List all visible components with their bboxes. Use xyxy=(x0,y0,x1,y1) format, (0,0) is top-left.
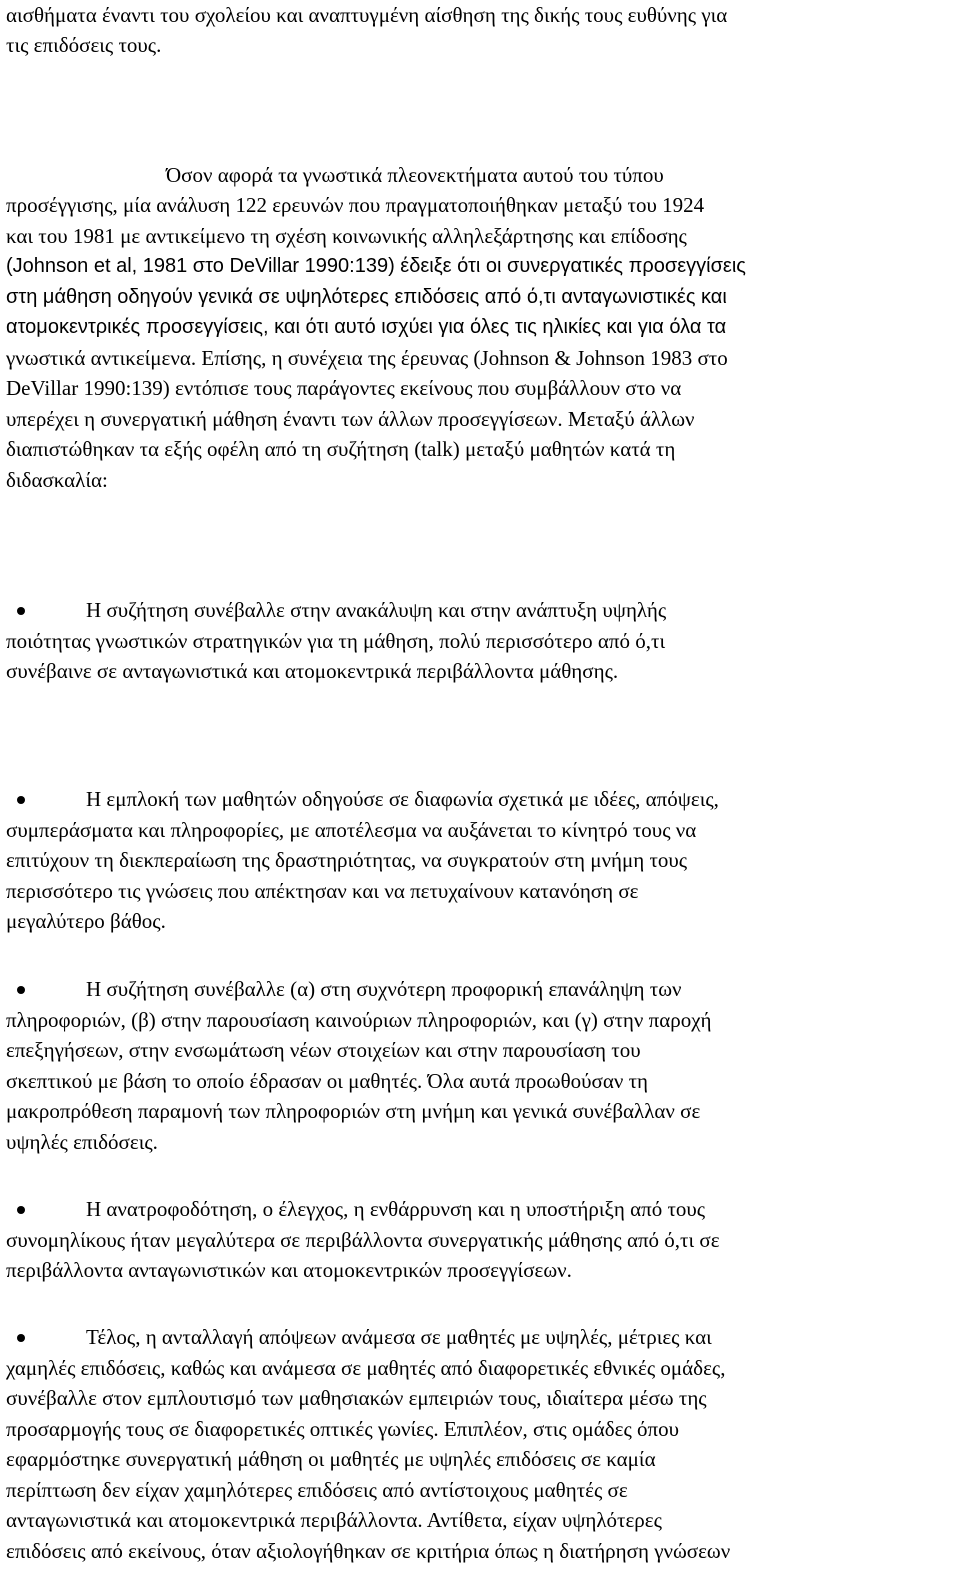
bullet-first-line: Η ανατροφοδότηση, ο έλεγχος, η ενθάρρυνση και η υποστήριξη από τους xyxy=(86,1197,706,1221)
text-line: μεγαλύτερο βάθος. xyxy=(6,909,166,933)
bullet-icon xyxy=(17,1206,25,1214)
text-line: περισσότερο τις γνώσεις που απέκτησαν και να πετυχαίνουν κατανόηση σε xyxy=(6,879,639,903)
text-line: μακροπρόθεση παραμονή των πληροφοριών στη μνήμη και γενικά συνέβαλλαν σε xyxy=(6,1099,701,1123)
text-line: αισθήματα έναντι του σχολείου και αναπτυγμένη αίσθηση της δικής τους ευθύνης για xyxy=(6,3,728,27)
text-line: συνέβαλλε στον εμπλουτισμό των μαθησιακών εμπειριών τους, ιδιαίτερα μέσω της xyxy=(6,1386,707,1410)
text-line: DeVillar 1990:139) εντόπισε τους παράγοντες εκείνους που συμβάλλουν στο να xyxy=(6,376,682,400)
text-line: χαμηλές επιδόσεις, καθώς και ανάμεσα σε μαθητές από διαφορετικές εθνικές ομάδες, xyxy=(6,1356,726,1380)
text-line: προσαρμογής τους σε διαφορετικές οπτικές γωνίες. Επιπλέον, στις ομάδες όπου xyxy=(6,1417,680,1441)
bullet-icon xyxy=(17,986,25,994)
text-line: γνωστικά αντικείμενα. Επίσης, η συνέχεια της έρευνας (Johnson & Johnson 1983 στο xyxy=(6,346,728,370)
bullet-icon xyxy=(17,796,25,804)
text-line: επιδόσεις από εκείνους, όταν αξιολογήθηκαν σε κριτήρια όπως η διατήρηση γνώσεων xyxy=(6,1539,731,1563)
text-line: (Johnson et al, 1981 στο DeVillar 1990:139) έδειξε ότι οι συνεργατικές προσεγγίσεις xyxy=(6,255,746,277)
text-line: τις επιδόσεις τους. xyxy=(6,33,162,57)
text-line: συμπεράσματα και πληροφορίες, με αποτέλεσμα να αυξάνεται το κίνητρό τους να xyxy=(6,818,697,842)
text-line: ποιότητας γνωστικών στρατηγικών για τη μάθηση, πολύ περισσότερο από ό,τι xyxy=(6,629,666,653)
text-line: εφαρμόστηκε συνεργατική μάθηση οι μαθητές με υψηλές επιδόσεις σε καμία xyxy=(6,1447,656,1471)
bullet-first-line: Η εμπλοκή των μαθητών οδηγούσε σε διαφωνία σχετικά με ιδέες, απόψεις, xyxy=(86,787,719,811)
bullet-icon xyxy=(17,607,25,615)
text-line: υπερέχει η συνεργατική μάθηση έναντι των άλλων προσεγγίσεων. Μεταξύ άλλων xyxy=(6,407,695,431)
text-line: περίπτωση δεν είχαν χαμηλότερες επιδόσεις από αντίστοιχους μαθητές σε xyxy=(6,1478,628,1502)
text-line: διδασκαλία: xyxy=(6,468,108,492)
bullet-first-line: Τέλος, η ανταλλαγή απόψεων ανάμεσα σε μαθητές με υψηλές, μέτριες και xyxy=(86,1325,712,1349)
bullet-icon xyxy=(17,1334,25,1342)
text-line: ατομοκεντρικές προσεγγίσεις, και ότι αυτό ισχύει για όλες τις ηλικίες και για όλα τα xyxy=(6,316,727,338)
bullet-first-line: Η συζήτηση συνέβαλλε στην ανακάλυψη και στην ανάπτυξη υψηλής xyxy=(86,598,667,622)
text-line: περιβάλλοντα ανταγωνιστικών και ατομοκεντρικών προσεγγίσεων. xyxy=(6,1258,572,1282)
paragraph-first-line: Όσον αφορά τα γνωστικά πλεονεκτήματα αυτού του τύπου xyxy=(166,163,664,187)
text-line: ανταγωνιστικά και ατομοκεντρικά περιβάλλοντα. Αντίθετα, είχαν υψηλότερες xyxy=(6,1508,662,1532)
text-line: συνομηλίκους ήταν μεγαλύτερα σε περιβάλλοντα συνεργατικής μάθησης από ό,τι σε xyxy=(6,1228,720,1252)
text-line: συνέβαινε σε ανταγωνιστικά και ατομοκεντρικά περιβάλλοντα μάθησης. xyxy=(6,659,619,683)
text-line: και του 1981 με αντικείμενο τη σχέση κοινωνικής αλληλεξάρτησης και επίδοσης xyxy=(6,224,687,248)
text-line: υψηλές επιδόσεις. xyxy=(6,1130,158,1154)
text-line: διαπιστώθηκαν τα εξής οφέλη από τη συζήτηση (talk) μεταξύ μαθητών κατά τη xyxy=(6,437,676,461)
text-line: επιτύχουν τη διεκπεραίωση της δραστηριότητας, να συγκρατούν στη μνήμη τους xyxy=(6,848,688,872)
text-line: στη μάθηση οδηγούν γενικά σε υψηλότερες επιδόσεις από ό,τι ανταγωνιστικές και xyxy=(6,286,727,308)
text-line: πληροφοριών, (β) στην παρουσίαση καινούριων πληροφοριών, και (γ) στην παροχή xyxy=(6,1008,712,1032)
text-line: προσέγγισης, μία ανάλυση 122 ερευνών που πραγματοποιήθηκαν μεταξύ του 1924 xyxy=(6,193,705,217)
text-line: σκεπτικού με βάση το οποίο έδρασαν οι μαθητές. Όλα αυτά προωθούσαν τη xyxy=(6,1069,649,1093)
bullet-first-line: Η συζήτηση συνέβαλλε (α) στη συχνότερη προφορική επανάληψη των xyxy=(86,977,682,1001)
text-line: επεξηγήσεων, στην ενσωμάτωση νέων στοιχείων και στην παρουσίαση του xyxy=(6,1038,641,1062)
